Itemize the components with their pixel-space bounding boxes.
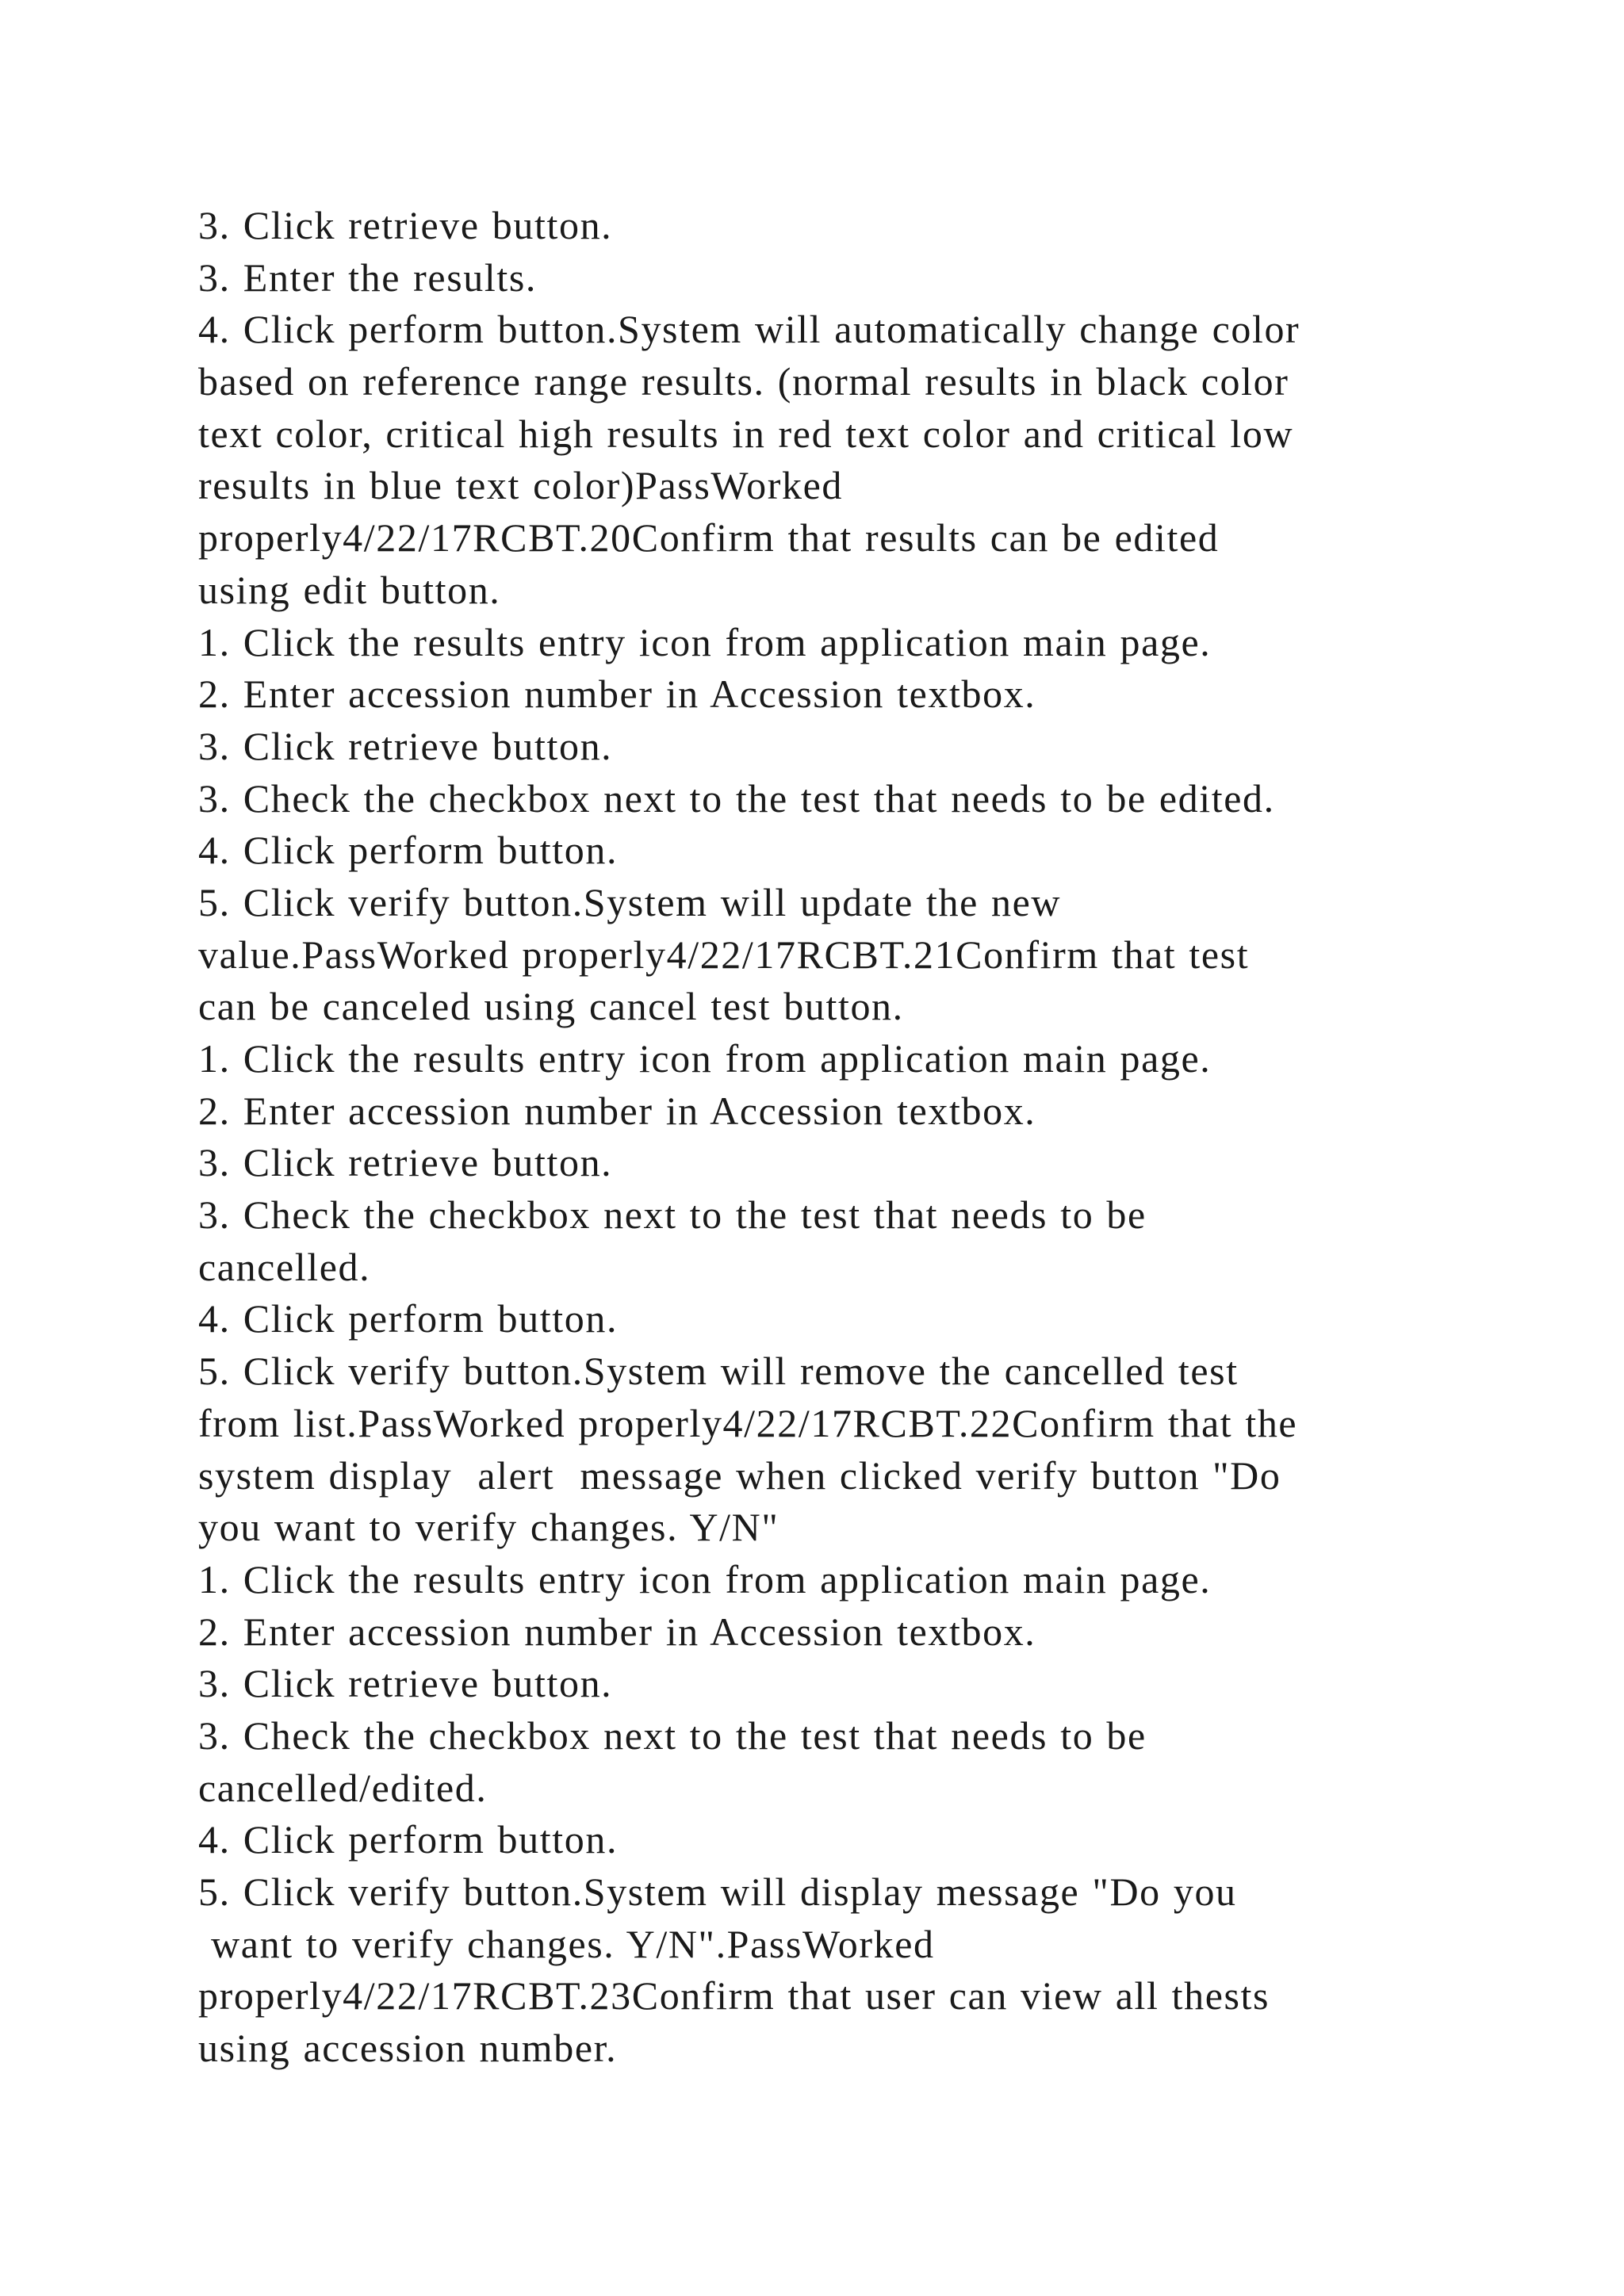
text-line: cancelled/edited. <box>198 1765 488 1810</box>
text-line: 2. Enter accession number in Accession textbox. <box>198 672 1036 717</box>
text-line: 5. Click verify button.System will update the new <box>198 879 1062 924</box>
text-line: 4. Click perform button. <box>198 1817 619 1862</box>
document-text <box>198 200 1483 2075</box>
text-line: 3. Check the checkbox next to the test that needs to be <box>198 1712 1147 1758</box>
text-line: 3. Check the checkbox next to the test that needs to be <box>198 1192 1147 1238</box>
text-line: 5. Click verify button.System will display message "Do you <box>198 1869 1237 1914</box>
text-line: using accession number. <box>198 2026 618 2071</box>
text-line: 4. Click perform button. <box>198 1296 619 1341</box>
text-line: 1. Click the results entry icon from application main page. <box>198 1556 1212 1601</box>
text-line: system display alert message when clicked verify button "Do <box>198 1452 1281 1498</box>
text-line: can be canceled using cancel test button. <box>198 984 904 1029</box>
text-line: 3. Click retrieve button. <box>198 1661 613 1706</box>
text-line: 3. Click retrieve button. <box>198 203 613 247</box>
text-line: 2. Enter accession number in Accession textbox. <box>198 1088 1036 1133</box>
text-line: 2. Enter accession number in Accession textbox. <box>198 1609 1036 1654</box>
text-line: 3. Enter the results. <box>198 254 538 300</box>
text-line: results in blue text color)PassWorked <box>198 463 844 508</box>
text-line: 3. Click retrieve button. <box>198 723 613 768</box>
text-line: want to verify changes. Y/N".PassWorked <box>198 1921 935 1966</box>
text-line: cancelled. <box>198 1244 371 1289</box>
text-line: using edit button. <box>198 567 501 612</box>
text-line: 4. Click perform button. <box>198 828 619 873</box>
text-line: value.PassWorked properly4/22/17RCBT.21Confirm that test <box>198 932 1250 977</box>
text-line: 5. Click verify button.System will remove the cancelled test <box>198 1349 1239 1394</box>
text-line: 4. Click perform button.System will automatically change color <box>198 307 1300 352</box>
text-line: properly4/22/17RCBT.23Confirm that user can view all thests <box>198 1973 1270 2019</box>
text-line: properly4/22/17RCBT.20Confirm that results can be edited <box>198 515 1220 561</box>
text-line: from list.PassWorked properly4/22/17RCBT.22Confirm that the <box>198 1400 1298 1445</box>
text-line: 1. Click the results entry icon from application main page. <box>198 619 1212 664</box>
text-line: 1. Click the results entry icon from application main page. <box>198 1036 1212 1081</box>
text-line: you want to verify changes. Y/N" <box>198 1505 779 1550</box>
text-line: 3. Click retrieve button. <box>198 1140 613 1185</box>
text-line: 3. Check the checkbox next to the test that needs to be edited. <box>198 775 1275 821</box>
text-line: based on reference range results. (normal results in black color <box>198 359 1289 404</box>
text-line: text color, critical high results in red text color and critical low <box>198 411 1294 456</box>
